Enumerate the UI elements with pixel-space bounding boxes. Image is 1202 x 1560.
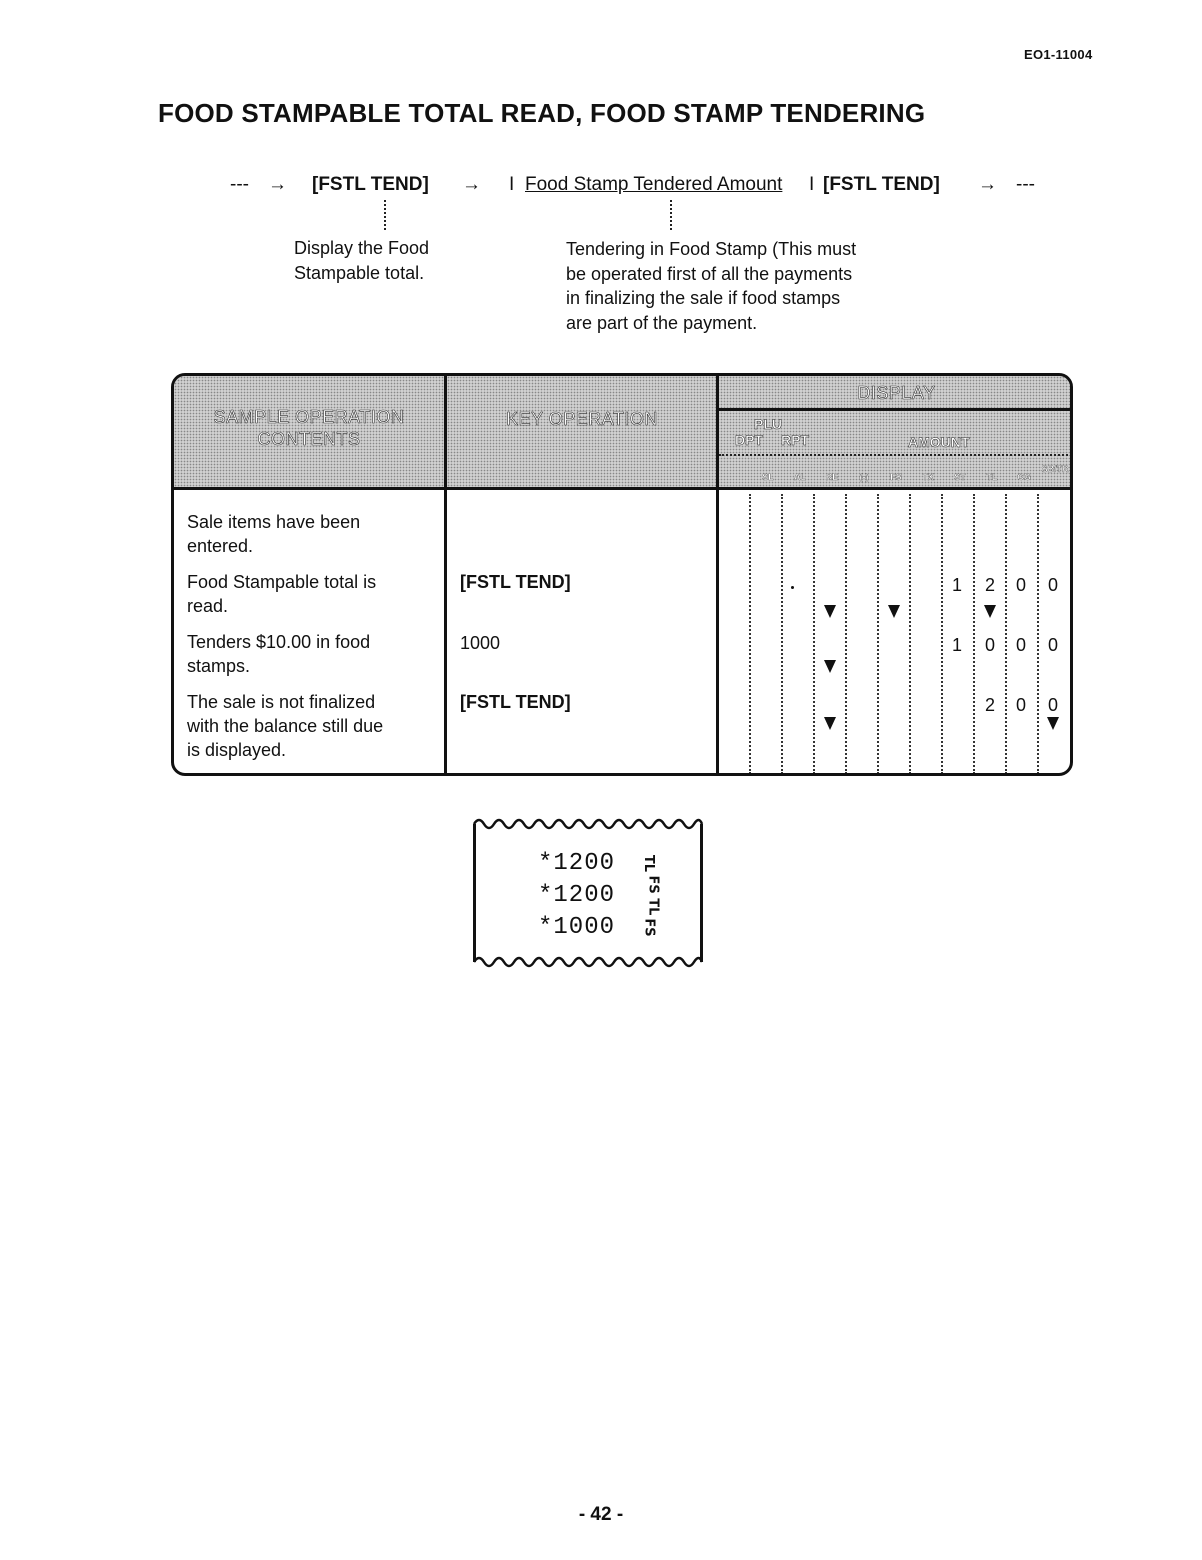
page-number: - 42 - [578,1504,624,1525]
status-re: RE [825,472,839,482]
note-tendering: Tendering in Food Stamp (This must be operated first of all the payments in finalizing the sale if food stamps are part of the payment. [566,239,857,333]
arrow-icon: → [462,174,481,195]
receipt-line-1-symbol: TL [641,854,657,873]
display-digit: 0 [1047,575,1058,595]
status-al: AL [794,472,806,482]
display-digit: 0 [1015,575,1026,595]
display-column-line [845,494,847,774]
receipt-edge [700,824,703,962]
display-digit: 0 [1047,695,1058,715]
flow-separator: I [509,174,515,195]
dotted-connector [384,200,386,230]
indicator-fs-triangle-icon [888,605,900,618]
display-digit: 0 [1015,695,1026,715]
table-row-2-contents: Food Stampable total is read. [187,572,377,616]
document-id: EO1-11004 [1024,47,1093,62]
display-digit: 2 [984,695,995,715]
note-display-total: Display the Food Stampable total. [294,238,430,283]
receipt-edge [473,824,476,962]
header-amount: AMOUNT [908,434,970,450]
operation-table [171,373,1073,776]
header-key-operation: KEY OPERATION [506,409,658,429]
status-cg: CG [1017,472,1031,482]
flow-food-stamp-amount: Food Stamp Tendered Amount [525,174,783,195]
status-st: ST [954,472,966,482]
flow-key-fstl-tend-2: [FSTL TEND] [823,174,940,195]
receipt-line-3-amount: *1000 [538,914,616,941]
flow-end: --- [1016,174,1035,195]
flow-start: --- [230,174,249,195]
display-column-line [877,494,879,774]
decimal-dot [791,586,794,589]
display-column-line [941,494,943,774]
arrow-icon: → [978,174,997,195]
column-divider [444,376,447,773]
display-column-line [813,494,815,774]
header-display: DISPLAY [857,383,936,403]
arrow-icon: → [268,174,287,195]
indicator-re-triangle-icon [824,660,836,673]
display-header-divider [719,408,1073,411]
header-rpt: RPT [781,432,809,448]
flow-separator: I [809,174,815,195]
header-sample-operation: SAMPLE OPERATION CONTENTS [213,407,405,449]
table-row-3-key: 1000 [460,633,501,653]
table-row-2-key: [FSTL TEND] [460,572,571,592]
column-divider [716,376,719,773]
status-tx: TX [922,472,934,482]
header-dpt: DPT [735,432,763,448]
display-column-line [781,494,783,774]
flow-key-fstl-tend-1: [FSTL TEND] [312,174,429,195]
dotted-connector [670,200,672,230]
receipt-line-1-amount: *1200 [538,850,616,877]
display-digit: 0 [1047,635,1058,655]
table-row-3-contents: Tenders $10.00 in food stamps. [187,632,371,676]
status-sb-tr: SB/TR [1041,464,1069,474]
display-digit: 1 [951,635,962,655]
table-row-4-key: [FSTL TEND] [460,692,571,712]
display-digit: 0 [984,635,995,655]
page-title: FOOD STAMPABLE TOTAL READ, FOOD STAMP TENDERING [158,98,926,128]
table-row-1-contents: Sale items have been entered. [187,512,361,556]
display-column-line [973,494,975,774]
receipt-line-2-amount: *1200 [538,882,616,909]
display-column-line [909,494,911,774]
display-column-line [1037,494,1039,774]
display-digit: 1 [951,575,962,595]
receipt-line-2-symbol: FS TL [645,875,661,916]
status-fs: FS [890,472,902,482]
status-minus: (-) [859,472,869,482]
table-row-4-contents: The sale is not finalized with the balance still due is displayed. [187,692,384,760]
status-header-divider [719,454,1073,456]
header-divider [174,487,1070,490]
indicator-re-triangle-icon [824,605,836,618]
indicator-re-triangle-icon [824,717,836,730]
header-plu: PLU [754,416,782,432]
status-sl: SL [762,472,774,482]
indicator-tl-triangle-icon [984,605,996,618]
display-column-line [1005,494,1007,774]
display-digit: 2 [984,575,995,595]
display-column-line [749,494,751,774]
indicator-sb-tr-triangle-icon [1047,717,1059,730]
receipt-line-3-symbol: FS [641,918,657,937]
status-tl: TL [986,472,998,482]
key-sequence [0,174,1202,204]
display-digit: 0 [1015,635,1026,655]
receipt-printout [472,814,704,972]
